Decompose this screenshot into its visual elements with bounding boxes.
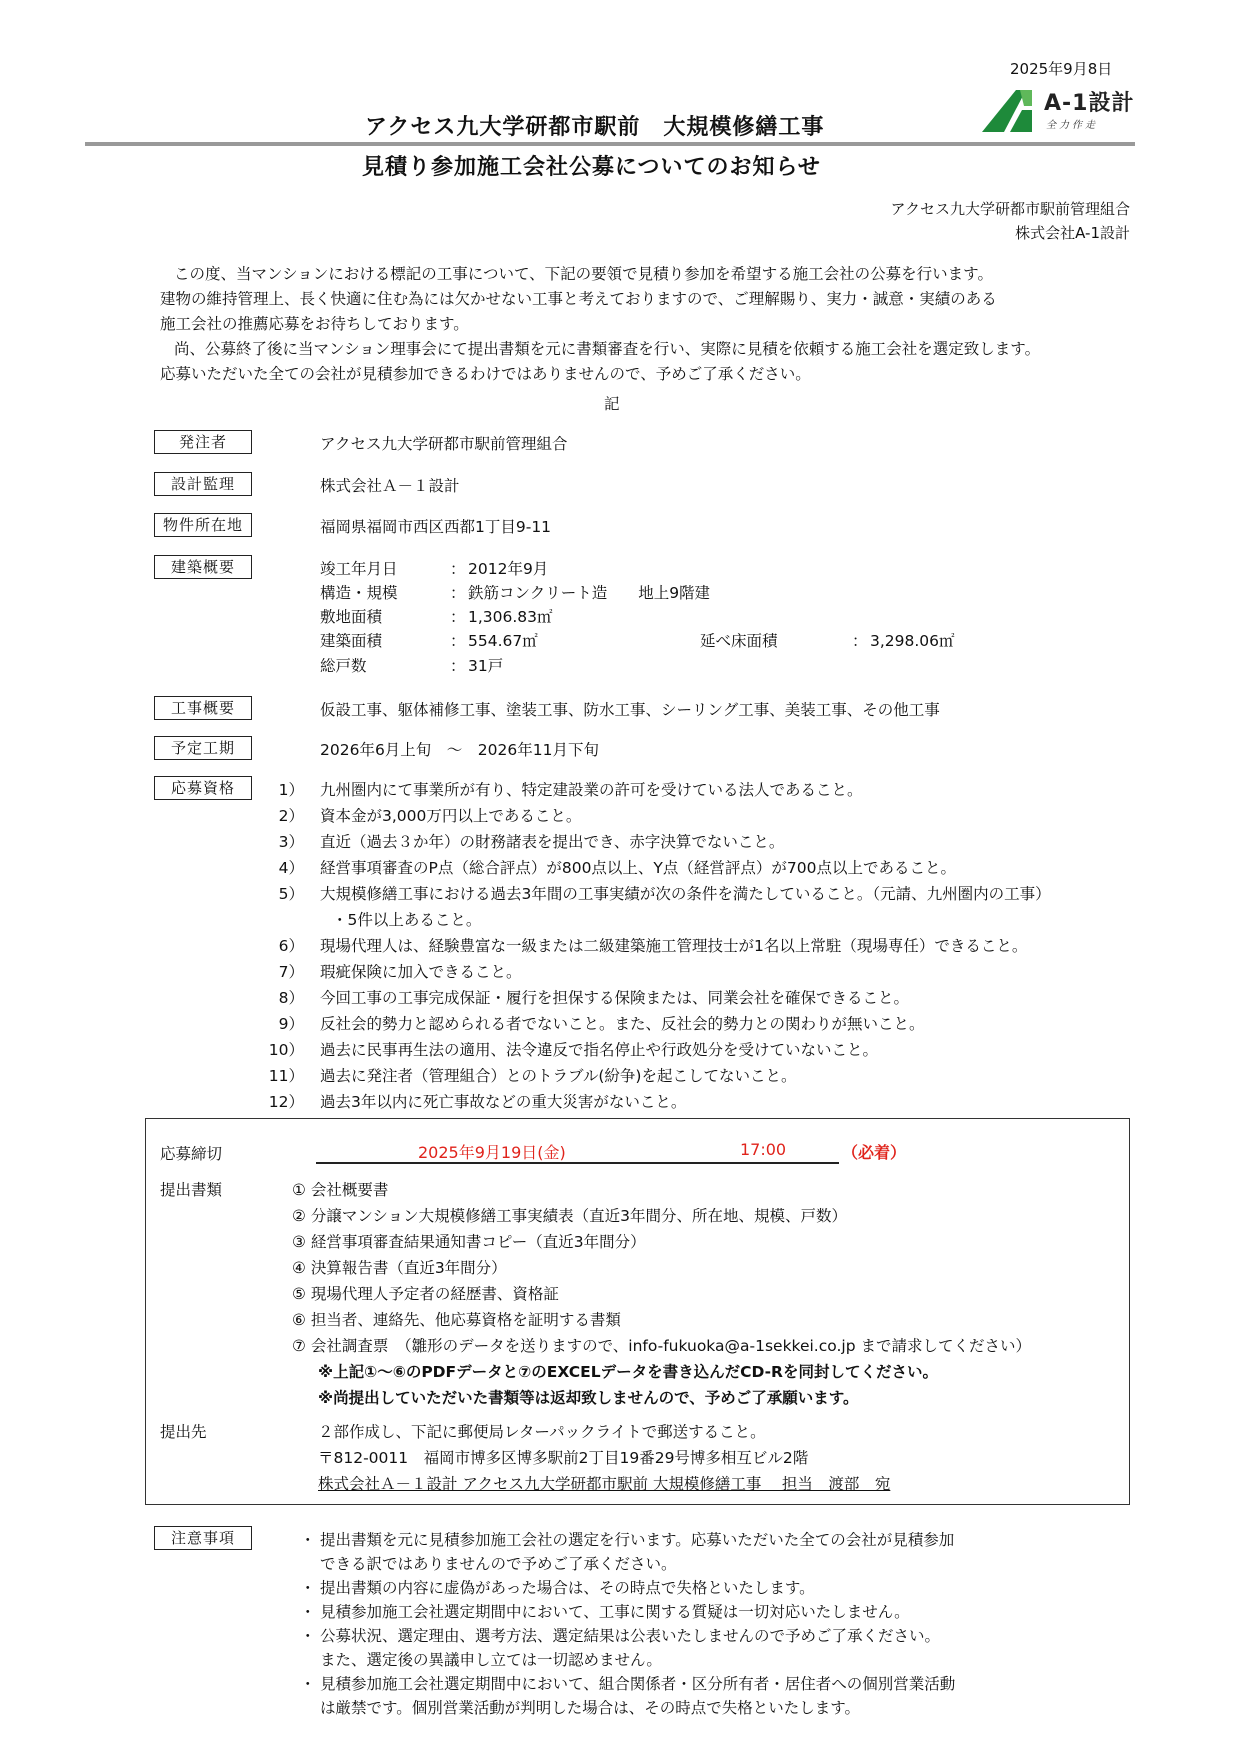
qualification-text: 今回工事の工事完成保証・履行を担保する保険または、同業会社を確保できること。 bbox=[320, 989, 910, 1007]
destination-recipient: 株式会社Ａ－１設計 アクセス九大学研都市駅前 大規模修繕工事 担当 渡部 宛 bbox=[318, 1475, 891, 1493]
work-value: 仮設工事、躯体補修工事、塗装工事、防水工事、シーリング工事、美装工事、その他工事 bbox=[320, 701, 940, 719]
destination-address: 〒812-0011 福岡市博多区博多駅前2丁目19番29号博多相互ビル2階 bbox=[318, 1449, 809, 1467]
no-return-notice: ※尚提出していただいた書類等は返却致しませんので、予めご了承願います。 bbox=[318, 1389, 859, 1407]
logo-mark-icon bbox=[980, 84, 1044, 134]
logo-text: A-1設計 bbox=[1044, 91, 1135, 116]
building-area-value: 554.67㎡ bbox=[468, 632, 538, 650]
deadline-note: （必着） bbox=[842, 1143, 907, 1162]
qualification-text: 過去3年以内に死亡事故などの重大災害がないこと。 bbox=[320, 1093, 687, 1111]
note-bullet: ・ bbox=[300, 1531, 316, 1549]
qualification-text: 資本金が3,000万円以上であること。 bbox=[320, 807, 582, 825]
qualification-number: 9） bbox=[278, 1015, 304, 1033]
deadline-label: 応募締切 bbox=[160, 1145, 223, 1163]
title-divider bbox=[85, 142, 1135, 146]
qualification-number: 1） bbox=[278, 781, 304, 799]
page-title-line1: アクセス九大学研都市駅前 大規模修繕工事 bbox=[365, 115, 825, 140]
qualification-text: 過去に民事再生法の適用、法令違反で指名停止や行政処分を受けていないこと。 bbox=[320, 1041, 879, 1059]
document-item: ⑦ 会社調査票 （雛形のデータを送りますので、info-fukuoka@a-1sekkei.co.jp まで請求してください） bbox=[292, 1337, 1031, 1355]
qualification-number: 7） bbox=[278, 963, 304, 981]
logo-subtext: 全力作走 bbox=[1046, 120, 1098, 131]
units-value: 31戸 bbox=[468, 657, 504, 675]
period-value: 2026年6月上旬 ～ 2026年11月下旬 bbox=[320, 741, 599, 759]
location-value: 福岡県福岡市西区西都1丁目9-11 bbox=[320, 518, 552, 536]
qualification-text: ・5件以上あること。 bbox=[332, 911, 482, 929]
intro-line: 建物の維持管理上、長く快適に住む為には欠かせない工事と考えておりますので、ご理解賜り、実力・誠意・実績のある bbox=[160, 290, 997, 308]
site-area-label: 敷地面積 bbox=[320, 608, 383, 626]
completion-value: 2012年9月 bbox=[468, 560, 549, 578]
qualification-text: 直近（過去３か年）の財務諸表を提出でき、赤字決算でないこと。 bbox=[320, 833, 785, 851]
document-item: ③ 経営事項審査結果通知書コピー（直近3年間分） bbox=[292, 1233, 646, 1251]
qualification-number: 10） bbox=[268, 1041, 304, 1059]
deadline-time: 17:00 bbox=[740, 1140, 787, 1159]
deadline-underline bbox=[316, 1162, 839, 1164]
document-item: ① 会社概要書 bbox=[292, 1181, 389, 1199]
site-area-value: 1,306.83㎡ bbox=[468, 608, 553, 626]
document-item: ④ 決算報告書（直近3年間分） bbox=[292, 1259, 507, 1277]
qualification-label: 応募資格 bbox=[154, 776, 252, 800]
note-text: 見積参加施工会社選定期間中において、工事に関する質疑は一切対応いたしません。 bbox=[320, 1603, 910, 1621]
qualification-text: 瑕疵保険に加入できること。 bbox=[320, 963, 522, 981]
units-label: 総戸数 bbox=[320, 657, 367, 675]
overview-label: 建築概要 bbox=[154, 555, 252, 579]
qualification-text: 反社会的勢力と認められる者でないこと。また、反社会的勢力との関わりが無いこと。 bbox=[320, 1015, 925, 1033]
intro-text bbox=[160, 262, 1040, 387]
supervision-label: 設計監理 bbox=[154, 472, 252, 496]
destination-label: 提出先 bbox=[160, 1423, 207, 1441]
intro-line: 尚、公募終了後に当マンション理事会にて提出書類を元に書類審査を行い、実際に見積を依頼する施工会社を選定致します。 bbox=[174, 340, 1041, 358]
colon: ： bbox=[450, 560, 466, 578]
qualification-text: 大規模修繕工事における過去3年間の工事実績が次の条件を満たしていること。（元請、九州圏内の工事） bbox=[320, 885, 1051, 903]
qualification-text: 過去に発注者（管理組合）とのトラブル(紛争)を起こしてないこと。 bbox=[320, 1067, 797, 1085]
note-text: 提出書類を元に見積参加施工会社の選定を行います。応募いただいた全ての会社が見積参加 bbox=[320, 1531, 955, 1549]
issue-date: 2025年9月8日 bbox=[1010, 60, 1113, 78]
qualification-number: 6） bbox=[278, 937, 304, 955]
colon: ： bbox=[450, 608, 466, 626]
page-title-line2: 見積り参加施工会社公募についてのお知らせ bbox=[362, 155, 821, 180]
note-bullet: ・ bbox=[300, 1627, 316, 1645]
cdr-instruction: ※上記①～⑥のPDFデータと⑦のEXCELデータを書き込んだCD-Rを同封してください。 bbox=[318, 1363, 938, 1381]
document-item: ② 分譲マンション大規模修繕工事実績表（直近3年間分、所在地、規模、戸数） bbox=[292, 1207, 847, 1225]
floor-area-label: 延べ床面積 bbox=[700, 632, 778, 650]
structure-label: 構造・規模 bbox=[320, 584, 398, 602]
qualification-number: 3） bbox=[278, 833, 304, 851]
period-label: 予定工期 bbox=[154, 736, 252, 760]
notes-label: 注意事項 bbox=[154, 1526, 252, 1550]
note-bullet: ・ bbox=[300, 1579, 316, 1597]
completion-label: 竣工年月日 bbox=[320, 560, 398, 578]
note-text: 提出書類の内容に虚偽があった場合は、その時点で失格といたします。 bbox=[320, 1579, 815, 1597]
building-area-label: 建築面積 bbox=[320, 632, 383, 650]
note-bullet: ・ bbox=[300, 1675, 316, 1693]
document-item: ⑤ 現場代理人予定者の経歴書、資格証 bbox=[292, 1285, 559, 1303]
qualification-text: 経営事項審査のP点（総合評点）が800点以上、Y点（経営評点）が700点以上であること。 bbox=[320, 859, 956, 877]
intro-line: この度、当マンションにおける標記の工事について、下記の要領で見積り参加を希望する施工会社の公募を行います。 bbox=[174, 265, 993, 283]
qualification-number: 12） bbox=[268, 1093, 304, 1111]
document-item: ⑥ 担当者、連絡先、他応募資格を証明する書類 bbox=[292, 1311, 621, 1329]
colon: ： bbox=[450, 584, 466, 602]
intro-line: 施工会社の推薦応募をお待ちしております。 bbox=[160, 315, 469, 333]
colon: ： bbox=[450, 657, 466, 675]
qualification-number: 4） bbox=[278, 859, 304, 877]
qualification-number: 11） bbox=[268, 1067, 304, 1085]
issuer-company: 株式会社A-1設計 bbox=[1015, 224, 1130, 242]
ki-heading: 記 bbox=[604, 395, 620, 413]
qualification-text: 九州圏内にて事業所が有り、特定建設業の許可を受けている法人であること。 bbox=[320, 781, 863, 799]
note-text: また、選定後の異議申し立ては一切認めません。 bbox=[320, 1651, 662, 1669]
structure-value: 鉄筋コンクリート造 地上9階建 bbox=[468, 584, 711, 602]
qualification-number: 5） bbox=[278, 885, 304, 903]
note-bullet: ・ bbox=[300, 1603, 316, 1621]
documents-label: 提出書類 bbox=[160, 1181, 223, 1199]
qualification-number: 8） bbox=[278, 989, 304, 1007]
note-text: 見積参加施工会社選定期間中において、組合関係者・区分所有者・居住者への個別営業活動 bbox=[320, 1675, 956, 1693]
qualification-text: 現場代理人は、経験豊富な一級または二級建築施工管理技士が1名以上常駐（現場専任）できること。 bbox=[320, 937, 1028, 955]
client-value: アクセス九大学研都市駅前管理組合 bbox=[320, 435, 568, 453]
issuer-association: アクセス九大学研都市駅前管理組合 bbox=[890, 200, 1130, 218]
note-text: は厳禁です。個別営業活動が判明した場合は、その時点で失格といたします。 bbox=[320, 1699, 861, 1717]
supervision-value: 株式会社Ａ－１設計 bbox=[320, 477, 460, 495]
intro-line: 応募いただいた全ての会社が見積参加できるわけではありませんので、予めご了承ください。 bbox=[160, 365, 811, 383]
location-label: 物件所在地 bbox=[154, 513, 252, 537]
company-logo bbox=[980, 84, 1135, 134]
qualification-number: 2） bbox=[278, 807, 304, 825]
destination-line: ２部作成し、下記に郵便局レターパックライトで郵送すること。 bbox=[318, 1423, 766, 1441]
work-label: 工事概要 bbox=[154, 696, 252, 720]
colon: ： bbox=[450, 632, 466, 650]
deadline-date: 2025年9月19日(金) bbox=[418, 1143, 566, 1162]
client-label: 発注者 bbox=[154, 430, 252, 454]
note-text: できる訳ではありませんので予めご了承ください。 bbox=[320, 1555, 677, 1573]
colon: ： bbox=[852, 632, 868, 650]
floor-area-value: 3,298.06㎡ bbox=[870, 632, 955, 650]
note-text: 公募状況、選定理由、選考方法、選定結果は公表いたしませんので予めご了承ください。 bbox=[320, 1627, 941, 1645]
